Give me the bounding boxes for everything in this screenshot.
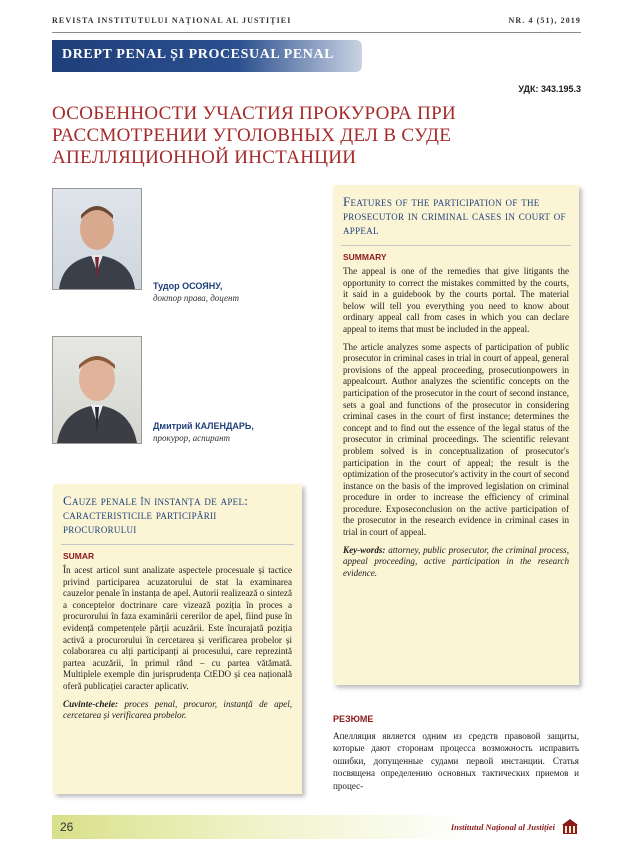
journal-title: REVISTA INSTITUTULUI NAȚIONAL AL JUSTIȚIEI (52, 16, 292, 25)
english-abstract-box (333, 185, 579, 685)
author-photo-1 (52, 188, 142, 290)
keywords-label: Cuvinte-cheie: (63, 698, 119, 709)
author-portrait-icon (53, 337, 141, 443)
author-credentials: доктор права, доцент (153, 293, 239, 303)
udk-code: УДК: 343.195.3 (518, 84, 581, 94)
russian-summary-heading: РЕЗЮМЕ (333, 714, 374, 724)
abstract-paragraph: The article analyzes some aspects of participation of public prosecutor in criminal cases in trial in court of appeal, general provisions of the appeal proceeding, prosecutionpowers in appealcourt. Author analyzes the scientific concepts on the participation of the prosecutor in the court of second instance, sets a goal and functions of the prosecutor in considering criminal cases in the court of first instance; determines the concept and to find out the essence of the legal status of the prosecutor in criminal proceedings. The scientific relevant problem solved is in conceptualization of prosecutor's participation in the court of appeal; the result is the optimization of the prosecutor's activity in the court of second instance on the basis of the improved legislation on criminal procedure in order to increase the efficiency of criminal procedure. Exposeconclusion on the active participation of the prosecutor in the research evidence in criminal cases in trial in court of appeal. (343, 341, 569, 538)
russian-summary-text: Апелляция является одним из средств правовой защиты, которые дают сторонам процесса возможность исправить ошибки, допущенные судами первой инстанции. Статья посвящена определению основных тактических приемов и процес- (333, 731, 579, 791)
keywords (63, 699, 292, 722)
keywords-text: proces penal, procuror, instanță de apel, cercetarea și verificarea probelor. (63, 698, 292, 721)
romanian-abstract-box (53, 484, 302, 794)
author-info-1 (153, 280, 313, 304)
keywords-label: Key-words: (343, 544, 386, 555)
section-banner (52, 40, 362, 72)
abstract-paragraph: The appeal is one of the remedies that give litigants the opportunity to correct the mistakes committed by the courts, it said in a guidebook by the courts portal. The material below will tell you everything you need to know about ordinary appeal call from cases in which you can declare appeal to items that must be included in the appeal. (343, 266, 569, 334)
page-footer (52, 815, 581, 839)
english-abstract-title: Features of the participation of the prosecutor in criminal cases in court of appeal (343, 194, 566, 237)
institution-emblem-icon (561, 818, 579, 836)
abstract-paragraph: În acest articol sunt analizate aspectele procesuale și tactice privind participarea acuzatorului de stat la examinarea cauzelor penale în instanța de apel. Autorii realizează o sinteză a conceptelor doctrinare care vizează poziția în proces a procurorului în faza examinării cererilor de apel, fiind puse în evidență competențele părții acuzării. Este încurajată poziția activă a procurorului în cercetarea și verificarea probelor și colaborarea cu alți participanți ai procesului, care reprezintă partea acuzării, în primul rând – cu partea vătămată. Multiplele exemple din jurisprudența CtEDO și cea națională oferă publicației caracter aplicativ. (63, 565, 292, 691)
keywords (343, 545, 569, 580)
keywords-text: attorney, public prosecutor, the criminal process, appeal proceeding, active participation in the research evidence. (343, 544, 569, 578)
author-name: Тудор ОСОЯНУ, (153, 281, 223, 291)
author-credentials: прокурор, аспирант (153, 433, 231, 443)
journal-header (52, 14, 581, 33)
author-photo-2 (52, 336, 142, 444)
article-title: ОСОБЕННОСТИ УЧАСТИЯ ПРОКУРОРА ПРИ РАССМОТРЕНИИ УГОЛОВНЫХ ДЕЛ В СУДЕ АПЕЛЛЯЦИОННОЙ ИНСТАНЦИИ (52, 103, 457, 168)
section-label: DREPT PENAL ȘI PROCESUAL PENAL (62, 47, 335, 62)
page-number: 26 (60, 820, 74, 834)
author-portrait-icon (53, 189, 141, 289)
divider (341, 245, 571, 246)
romanian-abstract-title: Cauze penale în instanța de apel: caracteristicile participării procurorului (63, 493, 249, 536)
issue-number: NR. 4 (51), 2019 (508, 16, 581, 25)
author-info-2 (153, 420, 313, 444)
author-name: Дмитрий КАЛЕНДАРЬ, (153, 421, 254, 431)
divider (61, 544, 294, 545)
summary-heading: SUMAR (63, 551, 95, 561)
summary-heading: SUMMARY (343, 252, 387, 262)
institution-name: Institutul Național al Justiției (450, 822, 555, 832)
